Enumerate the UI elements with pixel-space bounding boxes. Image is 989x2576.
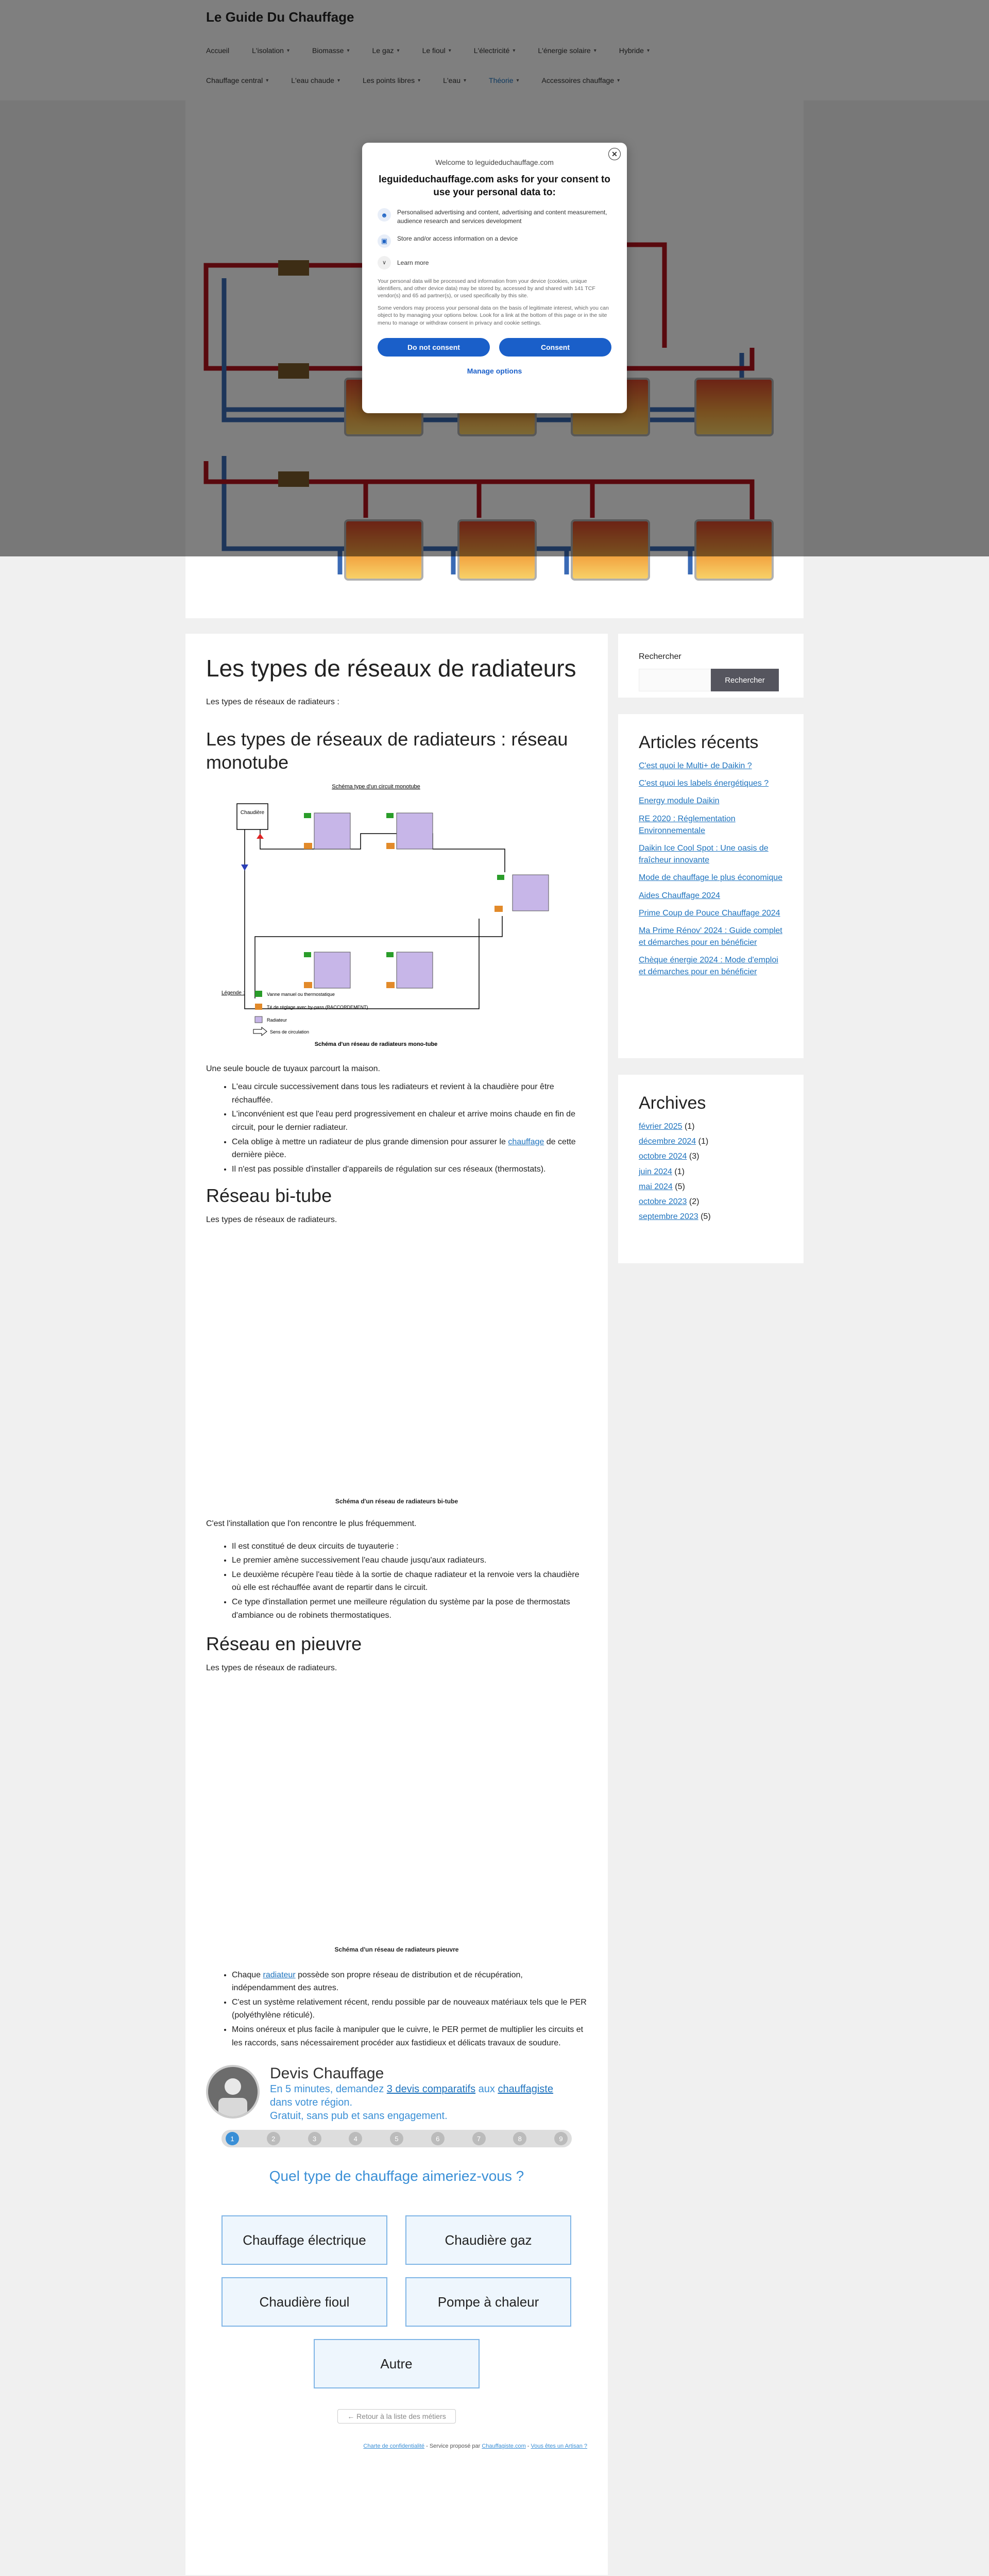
radiator-3 (513, 875, 549, 911)
list-item: • Il est constitué de deux circuits de tuyauterie : (232, 1540, 587, 1553)
radiator-4 (314, 952, 350, 988)
list-item: • L'inconvénient est que l'eau perd progressivement en chaleur et arrive moins chaude en fin de circuit, pour le dernier radiateur. (232, 1108, 587, 1134)
progress-step: 6 (431, 2132, 445, 2145)
pieuvre-diagram (206, 1685, 587, 1953)
progress-step: 1 (226, 2132, 239, 2145)
privacy-charter-link[interactable]: Charte de confidentialité (363, 2443, 425, 2450)
list-item (639, 925, 783, 948)
diagram-title: Schéma type d'un circuit monotube (332, 783, 420, 790)
consent-purpose-ads: ☻ Personalised advertising and content, advertising and content measurement, audience research and services development (378, 208, 611, 225)
legend-item-1: Vanne manuel ou thermostatique (267, 991, 335, 997)
radiateur-link[interactable]: radiateur (263, 1970, 296, 1979)
option-chaudiere-fioul[interactable]: Chaudière fioul (221, 2277, 387, 2327)
list-item (639, 777, 783, 789)
recent-post-link[interactable]: Daikin Ice Cool Spot : Une oasis de fraîcheur innovante (639, 843, 769, 865)
list-item (639, 842, 783, 866)
bitube-diagram (206, 1237, 587, 1505)
legend-item-4: Sens de circulation (270, 1029, 310, 1035)
archive-link[interactable]: septembre 2023 (639, 1212, 698, 1222)
consent-button[interactable]: Consent (499, 338, 611, 357)
list-item (639, 813, 783, 837)
list-item: • L'eau circule successivement dans tous les radiateurs et revient à la chaudière pour être réchauffée. (232, 1080, 587, 1107)
progress-step: 5 (390, 2132, 403, 2145)
recent-post-link[interactable]: C'est quoi les labels énergétiques ? (639, 779, 769, 788)
legend-item-2: Té de réglage avec by-pass (RACCORDEMENT) (267, 1004, 368, 1010)
devis-comparatifs-link[interactable]: 3 devis comparatifs (386, 2083, 476, 2095)
list-item (639, 1181, 783, 1193)
pieuvre-points (232, 1969, 587, 2050)
archives-title: Archives (639, 1093, 706, 1113)
bitube-caption: Schéma d'un réseau de radiateurs bi-tube (335, 1497, 458, 1505)
search-button[interactable]: Rechercher (711, 669, 779, 691)
consent-dialog (362, 143, 627, 413)
archive-link[interactable]: octobre 2023 (639, 1197, 687, 1206)
artisan-link[interactable]: Vous êtes un Artisan ? (531, 2443, 587, 2450)
consent-welcome: Welcome to leguideduchauffage.com (435, 158, 554, 166)
option-autre[interactable]: Autre (314, 2339, 480, 2388)
heading-monotube: Les types de réseaux de radiateurs : réseau monotube (206, 728, 568, 773)
list-item (639, 907, 783, 919)
list-item: • Il n'est pas possible d'installer d'appareils de régulation sur ces réseaux (thermostats). (232, 1163, 587, 1176)
intro-text: Les types de réseaux de radiateurs : (206, 698, 339, 706)
list-item (639, 872, 783, 884)
pieuvre-caption: Schéma d'un réseau de radiateurs pieuvre (334, 1945, 459, 1953)
page-title: Les types de réseaux de radiateurs (206, 655, 576, 682)
archive-count: (1) (684, 1122, 695, 1131)
back-to-trades-button[interactable]: ← Retour à la liste des métiers (337, 2409, 456, 2424)
legend-title: Légende : (221, 990, 245, 996)
chauffage-link[interactable]: chauffage (508, 1137, 544, 1146)
manage-options-link[interactable]: Manage options (467, 366, 522, 375)
recent-post-link[interactable]: Energy module Daikin (639, 796, 720, 806)
bitube-lead: Les types de réseaux de radiateurs. (206, 1215, 337, 1225)
devis-header (206, 2065, 587, 2123)
consent-purpose-storage: ▣ Store and/or access information on a device (378, 234, 611, 248)
close-icon[interactable]: ✕ (608, 148, 621, 160)
list-item: • Moins onéreux et plus facile à manipuler que le cuivre, le PER permet de multiplier les circuits et les raccords, sans nécessairement procéder aux fastidieux et délicats travaux de soudure. (232, 2023, 587, 2049)
recent-post-link[interactable]: Mode de chauffage le plus économique (639, 873, 783, 883)
monotube-points (232, 1080, 587, 1176)
recent-posts-list (639, 760, 783, 978)
radiator-2 (397, 813, 433, 849)
list-item (639, 1166, 783, 1178)
boiler-label: Chaudière (240, 809, 265, 816)
recent-post-link[interactable]: C'est quoi le Multi+ de Daikin ? (639, 761, 752, 770)
recent-post-link[interactable]: Chèque énergie 2024 : Mode d'emploi et démarches pour en bénéficier (639, 956, 778, 977)
list-item (639, 1211, 783, 1223)
option-chauffage-electrique[interactable]: Chauffage électrique (221, 2215, 387, 2265)
monotube-paragraph: Une seule boucle de tuyaux parcourt la maison. (206, 1064, 380, 1073)
progress-step: 3 (308, 2132, 321, 2145)
list-item: • Ce type d'installation permet une meilleure régulation du système par la pose de thermostats d'ambiance ou de robinets thermostatiques. (232, 1596, 587, 1622)
avatar (206, 2065, 260, 2119)
user-icon: ☻ (378, 208, 391, 222)
archive-link[interactable]: juin 2024 (639, 1167, 672, 1176)
list-item (639, 1150, 783, 1162)
recent-post-link[interactable]: Aides Chauffage 2024 (639, 891, 721, 900)
archive-count: (1) (698, 1137, 709, 1146)
heating-type-options (221, 2215, 587, 2388)
devis-line-2: dans votre région. (270, 2097, 353, 2109)
devis-title: Devis Chauffage (270, 2065, 384, 2082)
recent-posts-widget (618, 714, 804, 1058)
heading-pieuvre: Réseau en pieuvre (206, 1633, 362, 1655)
devis-footer: Charte de confidentialité - Service proposé par Chauffagiste.com - Vous êtes un Artisan ? (363, 2443, 587, 2450)
heading-bitube: Réseau bi-tube (206, 1185, 332, 1207)
search-label: Rechercher (639, 652, 681, 661)
recent-post-link[interactable]: Prime Coup de Pouce Chauffage 2024 (639, 908, 780, 918)
progress-step: 7 (472, 2132, 486, 2145)
list-item (639, 795, 783, 807)
archive-count: (3) (689, 1152, 700, 1161)
archive-link[interactable]: décembre 2024 (639, 1137, 696, 1146)
chevron-down-icon: ∨ (378, 256, 391, 269)
monotube-schema (206, 782, 587, 1050)
consent-text-1: Your personal data will be processed and information from your device (cookies, unique identifiers, and other device data) may be stored by, accessed by and shared with 141 TCF vendor(s) and 65 ad partner(s), or used specifically by this site. (378, 278, 595, 299)
recent-post-link[interactable]: Ma Prime Rénov' 2024 : Guide complet et démarches pour en bénéficier (639, 926, 782, 947)
list-item (639, 1121, 783, 1132)
chauffagiste-com-link[interactable]: Chauffagiste.com (482, 2443, 526, 2450)
list-item: • Le deuxième récupère l'eau tiède à la sortie de chaque radiateur et la renvoie vers la chaudière où elle est réchauffée avant de repartir dans le circuit. (232, 1568, 587, 1595)
archive-link[interactable]: mai 2024 (639, 1182, 673, 1191)
search-widget (618, 634, 804, 698)
archive-link[interactable]: octobre 2024 (639, 1152, 687, 1161)
devis-widget (206, 2065, 587, 2449)
radiator-5 (397, 952, 433, 988)
list-item: • Cela oblige à mettre un radiateur de plus grande dimension pour assurer le chauffage de cette dernière pièce. (232, 1136, 587, 1162)
devis-line-3: Gratuit, sans pub et sans engagement. (270, 2110, 448, 2122)
list-item (639, 1136, 783, 1147)
device-icon: ▣ (378, 234, 391, 248)
consent-text-2: Some vendors may process your personal data on the basis of legitimate interest, which you can object to by managing your options below. Look for a link at the bottom of this page or in the site menu to manage or withdraw consent in privacy and cookie settings. (378, 305, 609, 326)
list-item (639, 760, 783, 772)
pieuvre-lead: Les types de réseaux de radiateurs. (206, 1664, 337, 1673)
archives-widget (618, 1075, 804, 1263)
list-item: • Chaque radiateur possède son propre réseau de distribution et de récupération, indépendamment des autres. (232, 1969, 587, 1995)
consent-heading: leguideduchauffage.com asks for your consent to use your personal data to: (379, 174, 610, 198)
recent-post-link[interactable]: RE 2020 : Réglementation Environnementale (639, 814, 736, 835)
progress-step: 4 (349, 2132, 362, 2145)
archive-count: (5) (701, 1212, 711, 1222)
bitube-points (232, 1540, 587, 1622)
progress-step: 2 (267, 2132, 280, 2145)
option-chaudiere-gaz[interactable]: Chaudière gaz (405, 2215, 571, 2265)
bitube-paragraph: C'est l'installation que l'on rencontre le plus fréquemment. (206, 1519, 417, 1528)
list-item (639, 1196, 783, 1208)
legend-item-3: Radiateur (267, 1017, 287, 1023)
main-content (185, 634, 608, 2575)
progress-steps (221, 2130, 572, 2147)
monotube-caption: Schéma d'un réseau de radiateurs mono-tube (314, 1041, 438, 1047)
archive-count: (2) (689, 1197, 700, 1206)
archive-link[interactable]: février 2025 (639, 1122, 683, 1131)
technician-avatar-icon (208, 2067, 258, 2116)
progress-step: 9 (554, 2132, 568, 2145)
archive-count: (1) (674, 1167, 685, 1176)
do-not-consent-button[interactable]: Do not consent (378, 338, 490, 357)
devis-line-1: En 5 minutes, demandez 3 devis comparatifs aux chauffagiste (270, 2083, 553, 2095)
radiator-1 (314, 813, 350, 849)
archive-count: (5) (675, 1182, 685, 1191)
list-item (639, 890, 783, 902)
list-item: • Le premier amène successivement l'eau chaude jusqu'aux radiateurs. (232, 1554, 587, 1567)
list-item (639, 954, 783, 978)
search-input[interactable] (639, 669, 711, 691)
boiler-box (237, 804, 268, 829)
option-pompe-a-chaleur[interactable]: Pompe à chaleur (405, 2277, 571, 2327)
chauffagiste-link[interactable]: chauffagiste (498, 2083, 553, 2095)
devis-question: Quel type de chauffage aimeriez-vous ? (269, 2168, 524, 2184)
archives-list (639, 1121, 783, 1223)
list-item: • C'est un système relativement récent, rendu possible par de nouveaux matériaux tels que le PER (polyéthylène réticulé). (232, 1996, 587, 2022)
progress-step: 8 (513, 2132, 526, 2145)
recent-posts-title: Articles récents (639, 733, 759, 752)
learn-more-toggle[interactable]: ∨ Learn more (378, 256, 611, 269)
monotube-diagram (206, 782, 587, 1050)
